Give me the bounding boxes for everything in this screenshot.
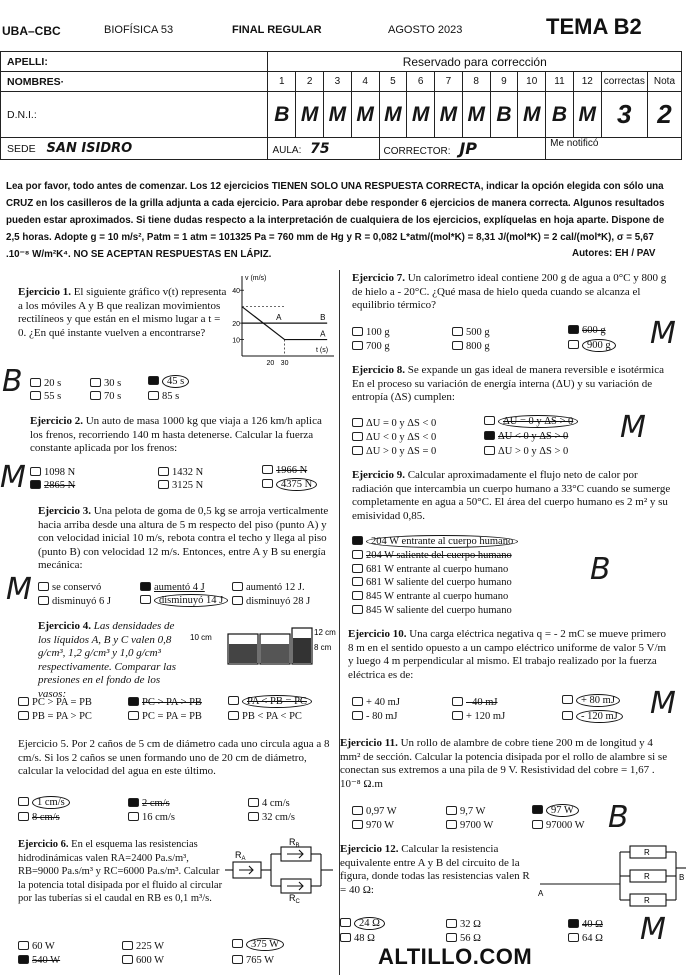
exercise-3-text: Una pelota de goma de 0,5 kg se arroja verticalmente hacia arriba desde una altura de 5 m respecto del piso (punto A) y con velocidad inicial 10 m/s, rebota contra el techo y llega al piso (punto B) con velocidad 12 m/s. Entonces, entre A y B su energía mecánica: [38, 505, 329, 571]
exam-header [0, 0, 700, 40]
exercise-4-text: Las densidades de los líquidos A, B y C valen 0,8 g/cm³, 1,2 g/cm³ y 1,0 g/cm³ respectivamente. Comparar las presiones en el fondo de los vasos: [38, 620, 176, 700]
checkbox[interactable] [232, 582, 243, 591]
exercise-4-title: Ejercicio 4. [38, 620, 91, 632]
exercise-7-text: Un calorímetro ideal contiene 200 g de agua a 0°C y 800 g de hielo a - 20°C. ¿Qué masa de hielo queda cuando se alcanza el equilibrio térmico? [352, 272, 667, 311]
checkbox[interactable] [568, 340, 579, 349]
node-a-label: A [538, 889, 544, 898]
checkbox[interactable] [352, 605, 363, 614]
site-logo-text: ALTILLO.COM [378, 944, 533, 969]
exercise-8-title: Ejercicio 8. [352, 364, 405, 376]
velocity-chart [232, 272, 338, 384]
checkbox[interactable] [452, 697, 463, 706]
grid-number: 5 [379, 72, 407, 92]
y-axis-label: v (m/s) [245, 275, 267, 282]
ex10-option[interactable]: - 80 mJ [352, 711, 398, 722]
checkbox[interactable] [18, 697, 29, 706]
ex7-option-selected[interactable]: 900 g [568, 340, 616, 351]
checkbox[interactable] [38, 582, 49, 591]
checkbox[interactable] [352, 591, 363, 600]
y-tick-label: 10 [232, 337, 240, 345]
ex8-option[interactable]: ΔU = 0 y ΔS < 0 [352, 418, 436, 429]
grid-number: 7 [435, 72, 463, 92]
label-rc: $R_C$ [289, 893, 300, 905]
ex2-option[interactable]: 2865 N [30, 480, 75, 491]
exam-type-label: FINAL REGULAR [232, 24, 322, 36]
checkbox[interactable] [140, 595, 151, 604]
ex8-grade-mark: M [620, 410, 646, 445]
exercise-1 [18, 286, 228, 340]
checkbox-filled[interactable] [128, 697, 139, 706]
checkbox[interactable] [568, 933, 579, 942]
checkbox[interactable] [352, 418, 363, 427]
checkbox[interactable] [352, 341, 363, 350]
grid-number: 10 [518, 72, 546, 92]
ex11-grade-mark: B [608, 800, 629, 835]
exam-date-label: AGOSTO 2023 [388, 24, 463, 36]
liquid-b [261, 644, 289, 663]
grid-answer: B [490, 92, 518, 138]
checkbox-filled[interactable] [352, 536, 363, 545]
ex2-option[interactable]: 1432 N [158, 467, 203, 478]
checkbox[interactable] [90, 378, 101, 387]
checkbox-filled[interactable] [18, 955, 29, 964]
nombres-label: NOMBRES· [1, 72, 268, 92]
ex7-option[interactable]: 100 g [352, 327, 390, 338]
grid-number: 4 [351, 72, 379, 92]
checkbox[interactable] [228, 696, 239, 705]
ex8-option[interactable]: ΔU > 0 y ΔS > 0 [484, 446, 568, 457]
exercise-10-text: Una carga eléctrica negativa q = - 2 mC se mueve primero 8 m en el sentido opuesto a un campo eléctrico uniforme de valor 5 V/m y luego 4 m perpendicular al mismo. El trabajo realizado por la fuerza eléctrica es de: [348, 628, 667, 681]
ex9-option[interactable]: 204 W saliente del cuerpo humano [352, 550, 512, 561]
label-ra: $R_A$ [235, 850, 246, 862]
ex10-option-selected[interactable]: + 80 mJ [562, 695, 620, 706]
checkbox[interactable] [128, 812, 139, 821]
glass-height-left: 10 cm [190, 633, 212, 642]
instructions-text: Lea por favor, todo antes de comenzar. Los 12 ejercicios TIENEN SOLO UNA RESPUESTA CORRECTA, indicar la opción elegida con sólo una CRUZ en los casilleros de la grilla adjunta a cada ejercicio. Para aprobar debe responder 6 ejercicios de manera correcta. Algunos resultados pueden estar aproximados. Si tiene dudas respecto a la interpretación de cualquiera de los ejercicios, explíquelas en hoja aparte. Dispone de 2,5 horas. Adopte g = 10 m/s², Patm = 1 atm = 101325 Pa = 760 mm de Hg y R = 0,082 L*atm/(mol*K) = 8,31 J/(mol*K) = 2 cal/(mol*K), σ = 5,67 .10⁻⁸ W/m²K⁴. NO SE ACEPTAN RESPUESTAS EN LÁPIZ. [6, 181, 665, 260]
exercise-9 [352, 469, 672, 523]
ex7-grade-mark: M [650, 316, 676, 351]
ex2-grade-mark: M [0, 460, 26, 495]
checkbox[interactable] [90, 391, 101, 400]
exercise-4 [38, 620, 188, 701]
ex1-option-selected[interactable]: 45 s [148, 376, 189, 387]
checkbox[interactable] [352, 577, 363, 586]
correctas-value: 3 [601, 92, 647, 138]
exercise-8-text: Se expande un gas ideal de manera reversible e isotérmica En el proceso su variación de energía interna (ΔU) y su variación de entropía (ΔS) cumplen: [352, 364, 664, 403]
ex6-option[interactable]: 765 W [232, 955, 274, 966]
checkbox[interactable] [352, 711, 363, 720]
ex7-option[interactable]: 500 g [452, 327, 490, 338]
exercise-10-title: Ejercicio 10. [348, 628, 407, 640]
glass-height-r1: 12 cm [314, 628, 336, 637]
ex12-option[interactable]: 56 Ω [446, 933, 481, 944]
corrector-cell [379, 138, 546, 160]
grid-number: 3 [323, 72, 351, 92]
checkbox-filled[interactable] [532, 805, 543, 814]
ex2-option[interactable]: 3125 N [158, 480, 203, 491]
grid-number: 9 [490, 72, 518, 92]
exercise-2 [30, 415, 335, 456]
checkbox[interactable] [248, 798, 259, 807]
checkbox[interactable] [562, 711, 573, 720]
checkbox-filled[interactable] [30, 480, 41, 489]
ex8-option[interactable]: ΔU > 0 y ΔS = 0 [352, 446, 436, 457]
ex5-option[interactable]: 8 cm/s [18, 812, 60, 823]
checkbox-filled[interactable] [484, 431, 495, 440]
checkbox[interactable] [122, 955, 133, 964]
ex4-option-selected[interactable]: PA < PB = PC [228, 696, 312, 707]
reserved-label: Reservado para corrección [268, 52, 682, 72]
checkbox[interactable] [532, 820, 543, 829]
nota-label: Nota [647, 72, 681, 92]
ex8-option[interactable]: ΔU < 0 y ΔS > 0 [484, 431, 568, 442]
ex7-option[interactable]: 800 g [452, 341, 490, 352]
series-label-a-end: A [320, 329, 326, 339]
checkbox[interactable] [446, 933, 457, 942]
resistor-circuit-figure [538, 838, 688, 910]
grid-number: 11 [546, 72, 574, 92]
x-tick-label: 30 [280, 360, 289, 367]
ex9-option[interactable]: 681 W entrante al cuerpo humano [352, 564, 508, 575]
ex3-option[interactable]: se conservó [38, 582, 101, 593]
grid-answer: B [268, 92, 296, 138]
exercise-9-title: Ejercicio 9. [352, 469, 405, 481]
ex12-option[interactable]: 40 Ω [568, 919, 603, 930]
checkbox[interactable] [232, 939, 243, 948]
ex12-option-selected[interactable]: 24 Ω [340, 918, 385, 929]
checkbox[interactable] [484, 416, 495, 425]
checkbox[interactable] [232, 955, 243, 964]
ex12-option[interactable]: 64 Ω [568, 933, 603, 944]
checkbox-filled[interactable] [140, 582, 151, 591]
ex9-option[interactable]: 845 W entrante al cuerpo humano [352, 591, 508, 602]
ex1-option[interactable]: 70 s [90, 391, 121, 402]
checkbox[interactable] [352, 432, 363, 441]
exercise-6 [18, 838, 224, 906]
checkbox[interactable] [248, 812, 259, 821]
checkbox[interactable] [340, 918, 351, 927]
exercise-6-title: Ejercicio 6. [18, 839, 69, 850]
ex6-option[interactable]: 540 W [18, 955, 60, 966]
resistor-2-label: R [644, 872, 650, 881]
exercise-6-text: En el esquema las resistencias hidrodinámicas valen RA=2400 Pa.s/m³, RB=9000 Pa.s/m³ y RC=6000 Pa.s/m³. Calcular la potencia total disipada por el fluido al circular por las tuberías si el caudal en RB es 0,1 m³/s. [18, 839, 223, 904]
authors-label: Autores: EH / PAV [572, 248, 656, 259]
liquid-c [293, 638, 311, 663]
apellido-label: APELLI: [1, 52, 268, 72]
ex6-option[interactable]: 60 W [18, 941, 55, 952]
ex5-option[interactable]: 32 cm/s [248, 812, 295, 823]
glass-height-r2: 8 cm [314, 643, 332, 652]
exercise-5-text: Por 2 caños de 5 cm de diámetro cada uno circula agua a 8 cm/s. Si los 2 caños se unen formando uno de 20 cm de diámetro, calcular la velocidad del agua en este último. [18, 738, 330, 777]
label-rb: $R_B$ [289, 837, 300, 849]
glasses-figure [190, 626, 338, 674]
sede-value: SAN ISIDRO [46, 141, 133, 156]
checkbox[interactable] [148, 391, 159, 400]
exercise-3-title: Ejercicio 3. [38, 505, 91, 517]
university-label: UBA–CBC [2, 24, 61, 38]
ex5-option[interactable]: 16 cm/s [128, 812, 175, 823]
checkbox[interactable] [262, 465, 273, 474]
checkbox[interactable] [232, 596, 243, 605]
checkbox[interactable] [352, 327, 363, 336]
grid-answer: M [435, 92, 463, 138]
grid-answer: M [462, 92, 490, 138]
ex2-option[interactable]: 1966 N [262, 465, 307, 476]
hydraulic-circuit-figure [225, 837, 335, 905]
ex1-option[interactable]: 55 s [30, 391, 61, 402]
checkbox[interactable] [352, 446, 363, 455]
grid-answer: B [546, 92, 574, 138]
sede-label: SEDE [7, 143, 36, 155]
ex4-option[interactable]: PC > PA > PB [128, 697, 202, 708]
checkbox[interactable] [122, 941, 133, 950]
checkbox[interactable] [452, 341, 463, 350]
x-axis-label: t (s) [316, 347, 329, 354]
checkbox[interactable] [18, 941, 29, 950]
exercise-12-title: Ejercicio 12. [340, 843, 399, 855]
ex10-option[interactable]: - 120 mJ [562, 711, 623, 722]
ex3-option-selected[interactable]: disminuyó 14 J [140, 595, 228, 606]
grid-answer: M [323, 92, 351, 138]
exercise-3 [38, 505, 335, 573]
ex11-option[interactable]: 970 W [352, 820, 394, 831]
node-b-label: B [679, 873, 685, 882]
ex7-option[interactable]: 700 g [352, 341, 390, 352]
checkbox[interactable] [446, 919, 457, 928]
checkbox[interactable] [446, 820, 457, 829]
checkbox[interactable] [18, 797, 29, 806]
ex11-option[interactable]: 9700 W [446, 820, 493, 831]
checkbox[interactable] [452, 327, 463, 336]
ex1-grade-mark: B [2, 364, 23, 399]
ex2-option-selected[interactable]: 4375 N [262, 479, 317, 490]
checkbox[interactable] [30, 378, 41, 387]
ex11-option[interactable]: 9,7 W [446, 806, 485, 817]
ex11-option[interactable]: 97000 W [532, 820, 585, 831]
series-label-b: B [320, 313, 326, 323]
grid-answer: M [296, 92, 324, 138]
liquid-a [229, 644, 257, 663]
ex9-option[interactable]: 681 W saliente del cuerpo humano [352, 577, 512, 588]
y-tick-label: 20 [232, 321, 240, 329]
exercise-9-text: Calcular aproximadamente el flujo neto de calor por radiación que intercambia un cuerpo humano a 33°C cuando se sumerge completamente en agua a 50°C. El área del cuerpo humano es 2 m² y su emisividad 0,85. [352, 469, 671, 522]
ex11-option[interactable]: 0,97 W [352, 806, 397, 817]
exercise-1-text: El siguiente gráfico v(t) representa a los móviles A y B que realizan movimientos rectilíneos y que están en el mismo lugar a t = 0. ¿En qué instante vuelven a encontrarse? [18, 286, 227, 339]
ex5-option[interactable]: 4 cm/s [248, 798, 290, 809]
ex10-option[interactable]: + 40 mJ [352, 697, 400, 708]
checkbox-filled[interactable] [128, 798, 139, 807]
checkbox[interactable] [30, 467, 41, 476]
exercise-12 [340, 843, 532, 897]
subject-label: BIOFÍSICA 53 [104, 24, 174, 36]
ex9-option[interactable]: 845 W saliente del cuerpo humano [352, 605, 512, 616]
ex4-option[interactable]: PC > PA = PB [18, 697, 92, 708]
exercise-11-title: Ejercicio 11. [340, 737, 398, 749]
checkbox[interactable] [228, 711, 239, 720]
grid-number: 6 [407, 72, 435, 92]
checkbox[interactable] [352, 550, 363, 559]
notificado-label: Me notificó [546, 138, 682, 160]
checkbox-filled[interactable] [148, 376, 159, 385]
checkbox[interactable] [452, 711, 463, 720]
ex8-option[interactable]: ΔU < 0 y ΔS < 0 [352, 432, 436, 443]
grid-answer: M [379, 92, 407, 138]
checkbox[interactable] [562, 695, 573, 704]
ex2-option[interactable]: 1098 N [30, 467, 75, 478]
exercise-5-title: Ejercicio 5. [18, 738, 69, 750]
ex10-option[interactable]: + 120 mJ [452, 711, 505, 722]
corrector-label: CORRECTOR: [383, 146, 451, 157]
checkbox[interactable] [262, 479, 273, 488]
ex6-option[interactable]: 600 W [122, 955, 164, 966]
ex6-option[interactable]: 225 W [122, 941, 164, 952]
checkbox[interactable] [38, 596, 49, 605]
exercise-5 [18, 738, 336, 779]
ex10-grade-mark: M [650, 686, 676, 721]
checkbox-filled[interactable] [568, 325, 579, 334]
grid-number: 1 [268, 72, 296, 92]
ex1-option[interactable]: 30 s [90, 378, 121, 389]
ex1-option[interactable]: 85 s [148, 391, 179, 402]
grid-number: 8 [462, 72, 490, 92]
resistor-1-label: R [644, 848, 650, 857]
answer-grid [0, 51, 682, 160]
checkbox[interactable] [352, 564, 363, 573]
checkbox[interactable] [340, 933, 351, 942]
sede-cell [1, 138, 268, 160]
checkbox[interactable] [30, 391, 41, 400]
checkbox[interactable] [18, 711, 29, 720]
checkbox-filled[interactable] [568, 919, 579, 928]
resistor-3-label: R [644, 896, 650, 905]
grid-answer: M [407, 92, 435, 138]
ex12-grade-mark: M [640, 912, 666, 947]
exercise-10 [348, 628, 672, 682]
ex5-option-selected[interactable]: 1 cm/s [18, 797, 70, 808]
ex3-option[interactable]: aumentó 12 J. [232, 582, 305, 593]
aula-label: AULA: [272, 144, 302, 156]
grid-answer: M [351, 92, 379, 138]
exercise-7 [352, 272, 670, 313]
checkbox[interactable] [352, 820, 363, 829]
grid-answer: M [573, 92, 601, 138]
checkbox[interactable] [352, 697, 363, 706]
exercise-1-title: Ejercicio 1. [18, 286, 71, 298]
checkbox[interactable] [158, 467, 169, 476]
ex3-option[interactable]: disminuyó 28 J [232, 596, 310, 607]
exercise-8 [352, 364, 672, 405]
dni-label: D.N.I.: [1, 92, 268, 138]
aula-cell [268, 138, 379, 160]
ex1-option[interactable]: 20 s [30, 378, 61, 389]
ex12-option[interactable]: 32 Ω [446, 919, 481, 930]
tema-label: TEMA B2 [546, 14, 642, 39]
ex4-option[interactable]: PB < PA < PC [228, 711, 302, 722]
ex10-option[interactable]: - 40 mJ [452, 697, 498, 708]
y-tick-label: 40 [232, 288, 240, 296]
correctas-label: correctas [601, 72, 647, 92]
exercise-12-text: Calcular la resistencia equivalente entre A y B del circuito de la figura, donde todas las resistencias valen R = 40 Ω: [340, 843, 530, 896]
checkbox[interactable] [128, 711, 139, 720]
ex11-option-selected[interactable]: 97 W [532, 805, 579, 816]
exercise-7-title: Ejercicio 7. [352, 272, 405, 284]
ex7-option[interactable]: 600 g [568, 325, 606, 336]
ex3-option[interactable]: aumentó 4 J [140, 582, 205, 593]
ex9-option-selected[interactable]: 204 W entrante al cuerpo humano [352, 536, 518, 547]
ex12-option[interactable]: 48 Ω [340, 933, 375, 944]
series-label-a: A [276, 312, 282, 322]
ex3-grade-mark: M [6, 572, 32, 607]
ex8-option-selected[interactable]: ΔU = 0 y ΔS > 0 [484, 416, 578, 427]
exercise-2-text: Un auto de masa 1000 kg que viaja a 126 km/h aplica los frenos, recorriendo 140 m hasta detenerse. Calcular la fuerza constante aplicada por los frenos: [30, 415, 322, 454]
checkbox[interactable] [158, 480, 169, 489]
grid-number: 2 [296, 72, 324, 92]
exercise-11 [340, 737, 672, 791]
exercise-11-text: Un rollo de alambre de cobre tiene 200 m de longitud y 4 mm² de sección. Calcular la potencia disipada por el rollo de alambre si se conectan sus extremos a una pila de 9 V. Resistividad del cobre = 1,67 . 10⁻⁸ Ω.m [340, 737, 668, 790]
nota-value: 2 [647, 92, 681, 138]
ex9-grade-mark: B [590, 552, 611, 587]
grid-answer: M [518, 92, 546, 138]
checkbox[interactable] [446, 806, 457, 815]
ex4-option[interactable]: PC = PA = PB [128, 711, 202, 722]
grid-number: 12 [573, 72, 601, 92]
checkbox[interactable] [484, 446, 495, 455]
exercise-2-title: Ejercicio 2. [30, 415, 83, 427]
aula-value: 75 [310, 140, 330, 157]
ex3-option[interactable]: disminuyó 6 J [38, 596, 111, 607]
ex4-option[interactable]: PB = PA > PC [18, 711, 92, 722]
ex5-option[interactable]: 2 cm/s [128, 798, 170, 809]
corrector-value: JP [459, 139, 478, 158]
checkbox[interactable] [18, 812, 29, 821]
x-tick-label: 20 [266, 360, 275, 367]
checkbox[interactable] [352, 806, 363, 815]
ex6-option-selected[interactable]: 375 W [232, 939, 284, 950]
